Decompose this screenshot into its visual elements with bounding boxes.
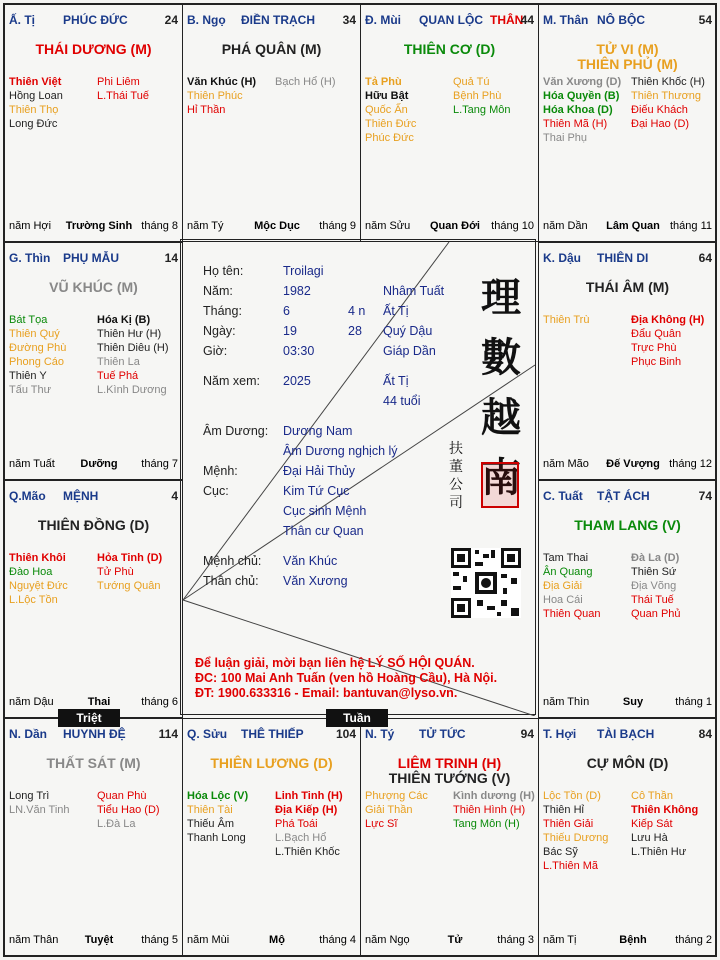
- footer-year: năm Thìn: [543, 696, 590, 708]
- footer-year: năm Dần: [543, 220, 588, 232]
- footer-phase: Quan Đới: [430, 220, 480, 232]
- star-right: Thiên Thương: [631, 90, 702, 102]
- star-right: L.Tang Môn: [453, 104, 511, 116]
- side-vertical-text: 扶 董 公 司: [449, 441, 463, 511]
- star-right: Tử Phù: [97, 566, 134, 578]
- palace-number: 14: [164, 251, 178, 265]
- star-left: Thai Phụ: [543, 132, 588, 144]
- star-left: L.Thiên Mã: [543, 860, 599, 872]
- name-value: Troilagi: [283, 264, 324, 278]
- calligraphy-char-1: 理: [481, 274, 521, 321]
- footer-year: năm Sửu: [365, 220, 411, 232]
- palace-header: [187, 13, 356, 29]
- month-lunar: 4 n: [348, 304, 366, 318]
- footer-month: tháng 5: [141, 934, 178, 946]
- footer-month: tháng 12: [669, 458, 712, 470]
- star-left: Thiên Đức: [365, 118, 417, 130]
- star-left: Tam Thai: [543, 552, 589, 564]
- footer-year: năm Mùi: [187, 934, 230, 946]
- star-left: Tả Phù: [365, 76, 402, 88]
- footer-year: năm Dậu: [9, 696, 54, 708]
- star-left: Địa Giải: [543, 580, 583, 592]
- star-left: Đào Hoa: [9, 566, 53, 578]
- star-left: Thiên Giải: [543, 818, 594, 830]
- footer-year: năm Ngọ: [365, 934, 410, 946]
- cuc-note2: Thân cư Quan: [283, 524, 364, 538]
- palace-footer: [365, 934, 534, 948]
- footer-month: tháng 2: [675, 934, 712, 946]
- palace-canchi: N. Dần: [9, 727, 48, 741]
- palace-footer: [9, 220, 178, 234]
- star-left: Giải Thần: [365, 804, 413, 816]
- menhchu-value: Văn Khúc: [283, 554, 338, 568]
- star-left: Long Đức: [9, 118, 58, 130]
- palace-name: THÊ THIẾP: [241, 727, 304, 741]
- footer-phase: Trường Sinh: [65, 220, 133, 232]
- palace-header: [365, 727, 534, 743]
- palace-suu: [182, 718, 361, 956]
- star-left: Hóa Khoa (D): [543, 104, 613, 116]
- footer-month: tháng 11: [669, 220, 712, 232]
- palace-name: PHỤ MẪU: [63, 251, 119, 265]
- star-right: Thiên Diêu (H): [97, 342, 169, 354]
- palace-footer: [365, 220, 534, 234]
- footer-year: năm Tý: [187, 220, 224, 232]
- star-left: Thiên Trù: [543, 314, 590, 326]
- amduong-key: Âm Dương:: [203, 424, 269, 438]
- star-right: Quả Tú: [453, 76, 490, 88]
- star-left: Thiên Phúc: [187, 90, 243, 102]
- footer-month: tháng 9: [319, 220, 356, 232]
- footer-month: tháng 10: [491, 220, 534, 232]
- footer-phase: Thai: [87, 696, 111, 708]
- palace-number: 24: [164, 13, 178, 27]
- star-right: Tuế Phá: [97, 370, 139, 382]
- menh-key: Mệnh:: [203, 464, 238, 478]
- than-marker: THÂN: [490, 13, 524, 27]
- star-left: Thiên Việt: [9, 76, 62, 88]
- month-key: Tháng:: [203, 304, 242, 318]
- star-right: Quan Phù: [97, 790, 147, 802]
- palace-name: TỬ TỨC: [419, 727, 466, 741]
- palace-canchi: M. Thân: [543, 13, 589, 27]
- footer-year: năm Hợi: [9, 220, 52, 232]
- star-left: Thiên Tài: [187, 804, 233, 816]
- amduong-value: Dương Nam: [283, 424, 353, 438]
- palace-footer: [543, 696, 712, 710]
- palace-canchi: C. Tuất: [543, 489, 583, 503]
- star-right: Địa Không (H): [631, 314, 705, 326]
- amduong-note: Âm Dương nghịch lý: [283, 444, 398, 458]
- star-right: Hỏa Tinh (D): [97, 552, 163, 564]
- star-left: Lộc Tồn (D): [543, 790, 601, 802]
- star-right: Đại Hao (D): [631, 118, 690, 130]
- palace-canchi: T. Hợi: [543, 727, 577, 741]
- main-star-2: THIÊN TƯỚNG (V): [388, 770, 511, 786]
- palace-canchi: K. Dậu: [543, 251, 582, 265]
- star-left: Bát Tọa: [9, 314, 48, 326]
- star-right: Bệnh Phù: [453, 90, 502, 102]
- palace-ngo: [182, 4, 361, 242]
- palace-name: MỆNH: [63, 489, 99, 503]
- palace-tuat: [538, 480, 717, 718]
- month-value: 6: [283, 304, 290, 318]
- palace-canchi: Ấ. Tị: [9, 13, 35, 27]
- star-left: Tấu Thư: [9, 384, 52, 396]
- main-star: PHÁ QUÂN (M): [221, 41, 322, 57]
- star-right: Thiên Sứ: [631, 566, 677, 578]
- star-right: Quan Phủ: [631, 608, 681, 620]
- footer-month: tháng 8: [141, 220, 178, 232]
- palace-name: HUYNH ĐỆ: [63, 727, 126, 741]
- star-left: Quốc Ấn: [365, 104, 408, 116]
- star-right: Tiểu Hao (D): [97, 804, 160, 816]
- tuan-tag: Tuần: [326, 709, 388, 727]
- star-right: Cô Thần: [631, 790, 673, 802]
- star-right: Phá Toái: [275, 818, 318, 830]
- footer-month: tháng 6: [141, 696, 178, 708]
- star-right: Trực Phù: [631, 342, 677, 354]
- main-star-2: THIÊN PHỦ (M): [577, 56, 678, 72]
- main-star: THÁI DƯƠNG (M): [35, 41, 152, 57]
- star-left: Hữu Bật: [365, 90, 409, 102]
- main-star: TỬ VI (M): [596, 41, 659, 57]
- star-left: L.Lộc Tồn: [9, 594, 58, 606]
- star-left: Thiên Thọ: [9, 104, 59, 116]
- footer-year: năm Thân: [9, 934, 59, 946]
- cuc-value: Kim Tứ Cục: [283, 484, 350, 498]
- star-left: Lực Sĩ: [365, 818, 398, 830]
- thanchu-key: Thân chủ:: [203, 574, 259, 588]
- calligraphy-char-3: 越: [481, 394, 521, 441]
- main-star: THAM LANG (V): [574, 517, 681, 533]
- palace-canchi: Q. Sửu: [187, 727, 228, 741]
- footer-phase: Suy: [622, 696, 644, 708]
- star-left: Thiên Hỉ: [543, 804, 584, 816]
- palace-name: PHÚC ĐỨC: [63, 13, 128, 27]
- cuc-note1: Cục sinh Mệnh: [283, 504, 367, 518]
- day-canchi: Quý Dậu: [383, 324, 433, 338]
- palace-number: 114: [158, 727, 178, 741]
- footer-phase: Mộ: [269, 934, 285, 946]
- palace-canchi: G. Thìn: [9, 251, 51, 265]
- center-info-panel: [180, 239, 536, 715]
- triet-tag: Triệt: [58, 709, 120, 727]
- footer-phase: Tử: [447, 934, 463, 946]
- star-right: Kiếp Sát: [631, 818, 673, 830]
- footer-month: tháng 3: [497, 934, 534, 946]
- footer-phase: Bệnh: [619, 934, 647, 946]
- palace-number: 74: [698, 489, 712, 503]
- star-right: Bạch Hổ (H): [275, 76, 336, 88]
- palace-header: [365, 13, 534, 29]
- star-right: Kình dương (H): [453, 790, 535, 802]
- palace-name: TÀI BẠCH: [597, 727, 655, 741]
- palace-number: 84: [698, 727, 712, 741]
- palace-thin: [4, 242, 183, 480]
- footer-year: năm Mão: [543, 458, 589, 470]
- star-left: Hoa Cái: [543, 594, 583, 606]
- star-right: Thiên Hư (H): [97, 328, 162, 340]
- palace-header: [9, 727, 178, 743]
- main-star: LIÊM TRINH (H): [397, 755, 502, 771]
- palace-number: 44: [520, 13, 534, 27]
- hour-value: 03:30: [283, 344, 315, 358]
- age: 44 tuổi: [383, 394, 421, 408]
- palace-header: [9, 489, 178, 505]
- main-star: CỰ MÔN (D): [586, 755, 669, 771]
- star-right: Thiên Hình (H): [453, 804, 526, 816]
- year-canchi: Nhâm Tuất: [383, 284, 445, 298]
- palace-canchi: Đ. Mùi: [365, 13, 401, 27]
- day-key: Ngày:: [203, 324, 236, 338]
- main-star: VŨ KHÚC (M): [49, 279, 138, 295]
- view-year-value: 2025: [283, 374, 311, 388]
- palace-number: 94: [520, 727, 534, 741]
- star-right: Tướng Quân: [97, 580, 161, 592]
- year-key: Năm:: [203, 284, 233, 298]
- palace-footer: [543, 934, 712, 948]
- star-left: LN.Văn Tinh: [9, 804, 70, 816]
- palace-footer: [9, 696, 178, 710]
- contact-line-3[interactable]: ĐT: 1900.633316 - Email: bantuvan@lyso.vn.: [195, 686, 458, 700]
- star-right: Phục Binh: [631, 356, 682, 368]
- star-left: Phúc Đức: [365, 132, 414, 144]
- contact-block: [195, 656, 497, 701]
- view-year-canchi: Ất Tị: [383, 374, 409, 388]
- star-left: Hồng Loan: [9, 90, 63, 102]
- qr-code[interactable]: [451, 548, 521, 618]
- palace-dan: [4, 718, 183, 956]
- footer-year: năm Tị: [543, 934, 577, 946]
- palace-name: QUAN LỘC: [419, 13, 483, 27]
- palace-header: [187, 727, 356, 743]
- calligraphy-char-4: 南: [481, 454, 521, 501]
- star-left: Thiên Quan: [543, 608, 601, 620]
- palace-header: [543, 13, 712, 29]
- palace-name: THIÊN DI: [597, 251, 649, 265]
- palace-canchi: B. Ngọ: [187, 13, 226, 27]
- palace-header: [543, 251, 712, 267]
- star-left: Thanh Long: [187, 832, 246, 844]
- star-left: Thiên Quý: [9, 328, 60, 340]
- palace-footer: [187, 220, 356, 234]
- main-star: THÁI ÂM (M): [585, 279, 670, 295]
- star-left: Hóa Quyền (B): [543, 90, 620, 102]
- star-left: Thiên Mã (H): [543, 118, 608, 130]
- star-right: Địa Võng: [631, 580, 677, 592]
- star-right: Điếu Khách: [631, 104, 688, 116]
- footer-month: tháng 1: [675, 696, 712, 708]
- palace-ty: [4, 4, 183, 242]
- footer-phase: Dưỡng: [80, 458, 118, 470]
- palace-footer: [9, 458, 178, 472]
- palace-canchi: Q.Mão: [9, 489, 46, 503]
- star-left: Long Trì: [9, 790, 50, 802]
- palace-footer: [543, 220, 712, 234]
- star-right: Tang Môn (H): [453, 818, 520, 830]
- main-star: THẤT SÁT (M): [46, 755, 141, 771]
- palace-name: ĐIỀN TRẠCH: [241, 13, 315, 27]
- footer-phase: Tuyệt: [84, 934, 114, 946]
- star-left: Hóa Lộc (V): [187, 790, 249, 802]
- star-left: Đường Phù: [9, 342, 67, 354]
- star-right: Thiên Không: [631, 804, 699, 816]
- hour-key: Giờ:: [203, 344, 228, 358]
- star-left: Văn Khúc (H): [187, 76, 257, 88]
- contact-line-1: Để luận giải, mời bạn liên hệ LÝ SỐ HỘI QUÁN.: [195, 656, 475, 670]
- thanchu-value: Văn Xương: [283, 574, 348, 588]
- palace-ty2: [360, 718, 539, 956]
- footer-phase: Đế Vượng: [606, 458, 660, 470]
- palace-number: 104: [335, 727, 356, 741]
- star-right: L.Bạch Hổ: [275, 832, 327, 844]
- star-left: Thiên Khôi: [9, 552, 66, 564]
- palace-number: 54: [698, 13, 712, 27]
- star-right: L.Thái Tuế: [97, 90, 149, 102]
- star-left: Phượng Các: [365, 790, 428, 802]
- star-left: Ân Quang: [543, 566, 593, 578]
- star-left: Thiếu Âm: [187, 818, 235, 830]
- palace-mui: [360, 4, 539, 242]
- palace-header: [9, 251, 178, 267]
- star-right: Lưu Hà: [631, 832, 668, 844]
- star-right: Đà La (D): [631, 552, 680, 564]
- star-right: Đẩu Quân: [631, 328, 682, 340]
- star-right: Phi Liêm: [97, 76, 140, 88]
- star-left: Thiên Y: [9, 370, 47, 382]
- palace-hoi: [538, 718, 717, 956]
- main-star: THIÊN CƠ (D): [403, 41, 496, 57]
- star-right: L.Kình Dương: [97, 384, 167, 396]
- palace-than: [538, 4, 717, 242]
- star-right: L.Thiên Hư: [631, 846, 687, 858]
- star-left: Văn Xương (D): [543, 76, 622, 88]
- star-right: Thái Tuế: [631, 594, 674, 606]
- palace-header: [9, 13, 178, 29]
- palace-number: 64: [698, 251, 712, 265]
- star-right: Thiên Khốc (H): [631, 76, 705, 88]
- star-left: Thiếu Dương: [543, 832, 609, 844]
- star-left: Bác Sỹ: [543, 846, 578, 858]
- star-left: Phong Cáo: [9, 356, 65, 368]
- calligraphy-char-2: 數: [481, 334, 521, 381]
- name-key: Họ tên:: [203, 264, 244, 278]
- contact-line-2: ĐC: 100 Mai Anh Tuấn (ven hồ Hoàng Cầu), Hà Nội.: [195, 671, 498, 685]
- palace-footer: [543, 458, 712, 472]
- month-canchi: Ất Tị: [383, 304, 409, 318]
- footer-phase: Lâm Quan: [606, 220, 660, 232]
- palace-name: TẬT ÁCH: [597, 489, 650, 503]
- palace-header: [543, 727, 712, 743]
- footer-month: tháng 4: [319, 934, 356, 946]
- day-lunar: 28: [348, 324, 362, 338]
- star-right: Thiên La: [97, 356, 140, 368]
- cuc-key: Cục:: [203, 484, 229, 498]
- footer-month: tháng 7: [141, 458, 178, 470]
- star-right: Địa Kiếp (H): [275, 804, 338, 816]
- palace-name: NÔ BỘC: [597, 13, 645, 27]
- palace-dau: [538, 242, 717, 480]
- main-star: THIÊN ĐỒNG (D): [37, 517, 150, 533]
- palace-canchi: N. Tý: [365, 727, 395, 741]
- main-star: THIÊN LƯƠNG (D): [210, 755, 333, 771]
- palace-number: 4: [171, 489, 178, 503]
- palace-footer: [187, 934, 356, 948]
- palace-footer: [9, 934, 178, 948]
- palace-header: [543, 489, 712, 505]
- star-right: L.Đà La: [97, 818, 136, 830]
- year-value: 1982: [283, 284, 311, 298]
- star-left: Nguyệt Đức: [9, 580, 68, 592]
- view-year-key: Năm xem:: [203, 374, 260, 388]
- day-value: 19: [283, 324, 297, 338]
- footer-year: năm Tuất: [9, 458, 55, 470]
- hour-canchi: Giáp Dần: [383, 344, 436, 358]
- palace-mao: [4, 480, 183, 718]
- footer-phase: Mộc Dục: [254, 220, 300, 232]
- star-right: Hóa Kị (B): [97, 314, 151, 326]
- red-seal: [481, 462, 519, 508]
- star-right: Linh Tinh (H): [275, 790, 343, 802]
- qr-code-icon: [451, 548, 521, 618]
- menhchu-key: Mệnh chủ:: [203, 554, 262, 568]
- palace-number: 34: [342, 13, 356, 27]
- star-right: L.Thiên Khốc: [275, 846, 340, 858]
- star-left: Hỉ Thần: [187, 104, 226, 116]
- menh-value: Đại Hải Thủy: [283, 464, 356, 478]
